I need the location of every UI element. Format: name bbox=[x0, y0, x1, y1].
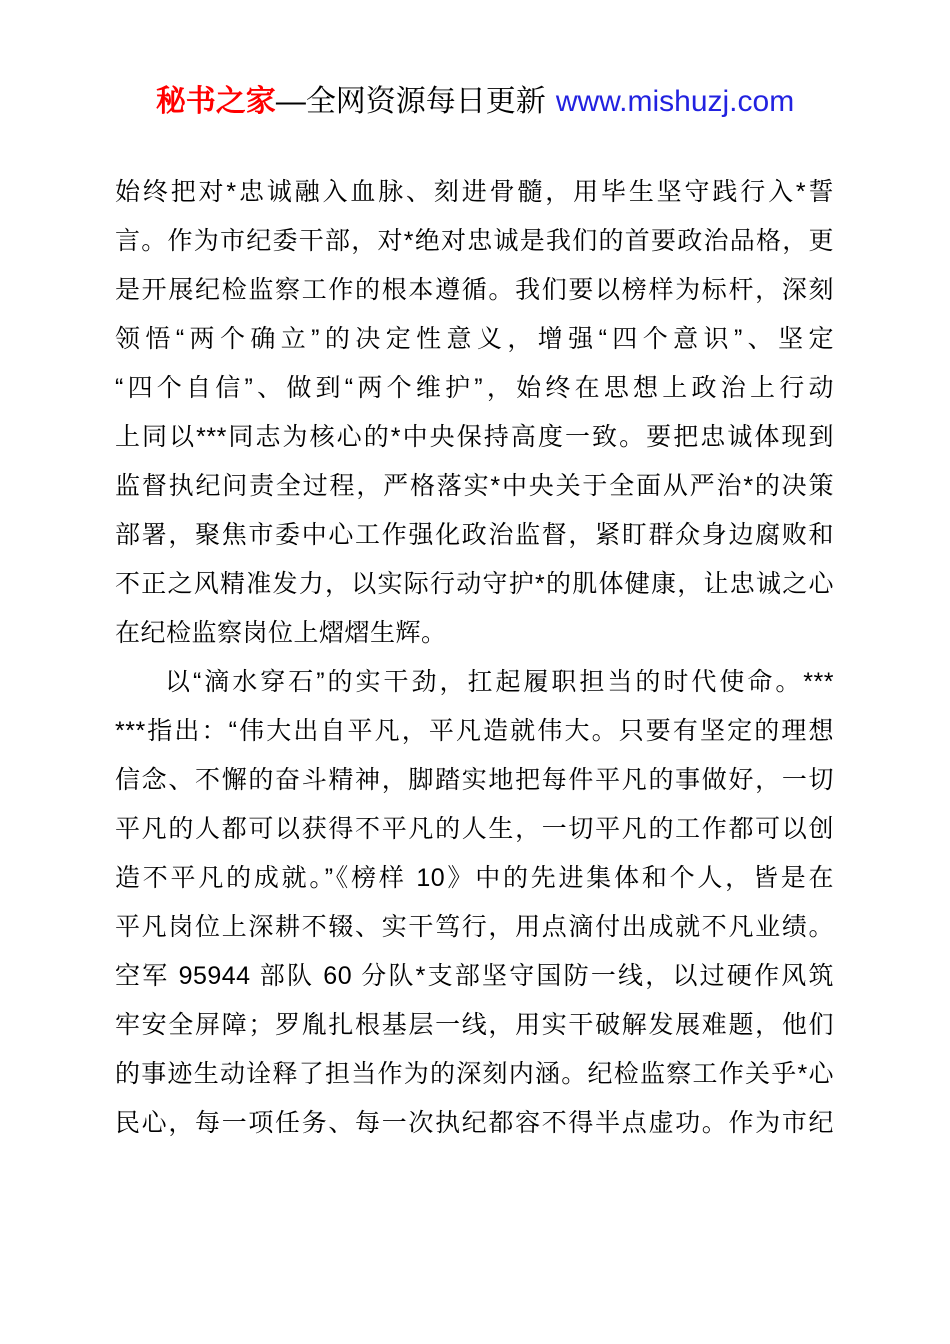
text-line: 始终把对*忠诚融入血脉、刻进骨髓，用毕生坚守践行入*誓 bbox=[115, 178, 834, 206]
text-line: 平凡的人都可以获得不平凡的人生，一切平凡的工作都可以创 bbox=[115, 815, 834, 843]
text-line: 领悟“两个确立”的决定性意义，增强“四个意识”、坚定 bbox=[115, 325, 834, 353]
text-line: 部署，聚焦市委中心工作强化政治监督，紧盯群众身边腐败和 bbox=[115, 521, 834, 549]
text-line: 是开展纪检监察工作的根本遵循。我们要以榜样为标杆，深刻 bbox=[115, 276, 834, 304]
text-line: 造不平凡的成就。”《榜样 10》中的先进集体和个人，皆是在 bbox=[115, 864, 834, 892]
text-line: 平凡岗位上深耕不辍、实干笃行，用点滴付出成就不凡业绩。 bbox=[115, 913, 834, 941]
header-separator: — bbox=[275, 85, 306, 118]
site-url-link[interactable]: www.mishuzj.com bbox=[555, 85, 795, 118]
text-line: 监督执纪问责全过程，严格落实*中央关于全面从严治*的决策 bbox=[115, 472, 834, 500]
text-line: 上同以***同志为核心的*中央保持高度一致。要把忠诚体现到 bbox=[115, 423, 834, 451]
text-line: ***指出：“伟大出自平凡，平凡造就伟大。只要有坚定的理想 bbox=[115, 717, 834, 745]
text-line: 空军 95944 部队 60 分队*支部坚守国防一线，以过硬作风筑 bbox=[115, 962, 834, 990]
text-line: 民心，每一项任务、每一次执纪都容不得半点虚功。作为市纪 bbox=[115, 1109, 834, 1137]
document-body bbox=[115, 168, 834, 1148]
header-tagline: 全网资源每日更新 bbox=[305, 85, 546, 118]
text-line: 的事迹生动诠释了担当作为的深刻内涵。纪检监察工作关乎*心 bbox=[115, 1060, 834, 1088]
text-line: 言。作为市纪委干部，对*绝对忠诚是我们的首要政治品格，更 bbox=[115, 227, 834, 255]
text-line: 以“滴水穿石”的实干劲，扛起履职担当的时代使命。*** bbox=[165, 668, 834, 696]
text-line: 信念、不懈的奋斗精神，脚踏实地把每件平凡的事做好，一切 bbox=[115, 766, 834, 794]
text-line: “四个自信”、做到“两个维护”，始终在思想上政治上行动 bbox=[115, 374, 834, 402]
document-header bbox=[0, 83, 950, 121]
text-line: 在纪检监察岗位上熠熠生辉。 bbox=[115, 619, 447, 647]
text-line: 牢安全屏障；罗胤扎根基层一线，用实干破解发展难题，他们 bbox=[115, 1011, 834, 1039]
site-name: 秘书之家 bbox=[155, 85, 276, 118]
text-line: 不正之风精准发力，以实际行动守护*的肌体健康，让忠诚之心 bbox=[115, 570, 834, 598]
